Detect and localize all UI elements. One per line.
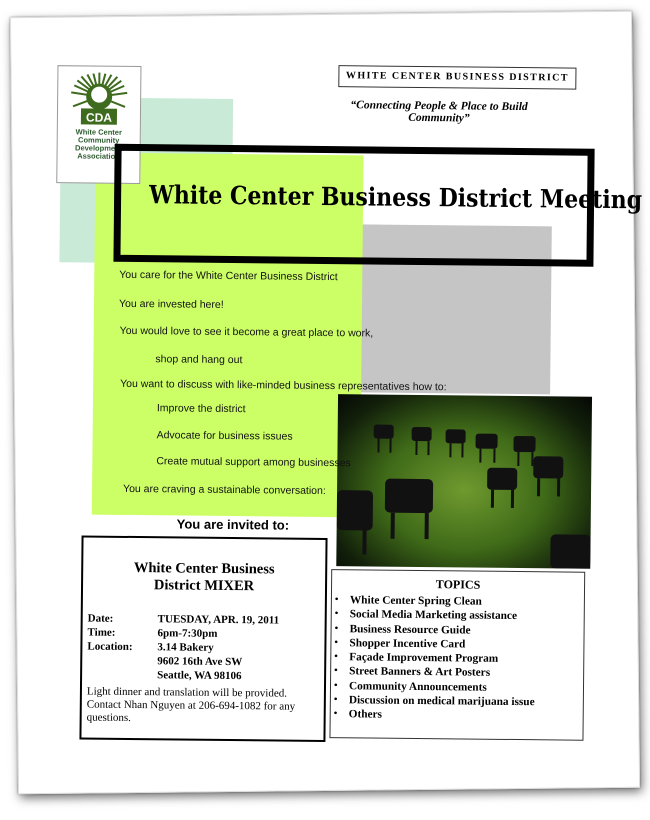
location-line-2: 9602 16th Ave SW [157, 655, 242, 668]
body-line-1: You care for the White Center Business District [119, 269, 338, 283]
topic-item: • Façade Improvement Program [349, 650, 583, 667]
topic-item: • Discussion on medical marijuana issue [349, 693, 583, 710]
body-line-7: Advocate for business issues [157, 429, 293, 442]
logo-line-3: Development [58, 144, 140, 153]
topic-item: • Street Banners & Art Posters [349, 665, 583, 682]
topic-item: • Business Resource Guide [350, 622, 584, 639]
body-line-2: You are invested here! [119, 298, 224, 311]
logo-line-1: White Center [58, 128, 140, 137]
topics-box [329, 569, 585, 741]
chairs-photo [336, 394, 592, 569]
topic-item: • Shopper Incentive Card [349, 636, 583, 653]
time-value: 6pm-7:30pm [157, 627, 217, 640]
mixer-title-line-2: District MIXER [83, 576, 325, 596]
tagline: “Connecting People & Place to Build Community” [319, 99, 559, 126]
time-label: Time: [87, 627, 115, 639]
mixer-title [83, 559, 325, 596]
logo-line-2: Community [58, 136, 140, 145]
body-line-9: You are craving a sustainable conversation: [123, 483, 326, 497]
location-line-1: 3.14 Bakery [157, 641, 213, 654]
page-title: White Center Business District Meeting [149, 180, 545, 213]
body-line-8: Create mutual support among businesses [156, 455, 350, 469]
sunburst-logo-icon [69, 70, 130, 129]
location-label: Location: [87, 641, 132, 653]
topic-item: • Social Media Marketing assistance [350, 608, 584, 625]
mixer-title-line-1: White Center Business [83, 559, 325, 579]
body-line-5: You want to discuss with like-minded business representatives how to: [120, 378, 447, 393]
topic-item: • White Center Spring Clean [350, 593, 584, 610]
topic-item: • Others [349, 708, 583, 725]
date-label: Date: [88, 613, 114, 625]
logo-line-4: Association [57, 152, 139, 161]
topics-list [331, 593, 584, 724]
chairs-circle-image-icon [336, 394, 592, 569]
date-value: TUESDAY, APR. 19, 2011 [158, 613, 280, 626]
body-line-6: Improve the district [157, 402, 246, 415]
district-header: WHITE CENTER BUSINESS DISTRICT [338, 65, 576, 89]
body-line-3: You would love to see it become a great place to work, [120, 325, 374, 340]
mixer-note: Light dinner and translation will be provided. Contact Nhan Nguyen at 206-694-1082 for any questions. [87, 686, 321, 727]
logo-acronym: CDA [86, 110, 112, 124]
topic-item: • Community Announcements [349, 679, 583, 696]
mixer-box [79, 535, 327, 742]
invited-heading: You are invited to: [177, 516, 290, 532]
body-line-4: shop and hang out [155, 353, 242, 366]
topics-heading: TOPICS [332, 576, 584, 594]
location-line-3: Seattle, WA 98106 [157, 669, 242, 682]
